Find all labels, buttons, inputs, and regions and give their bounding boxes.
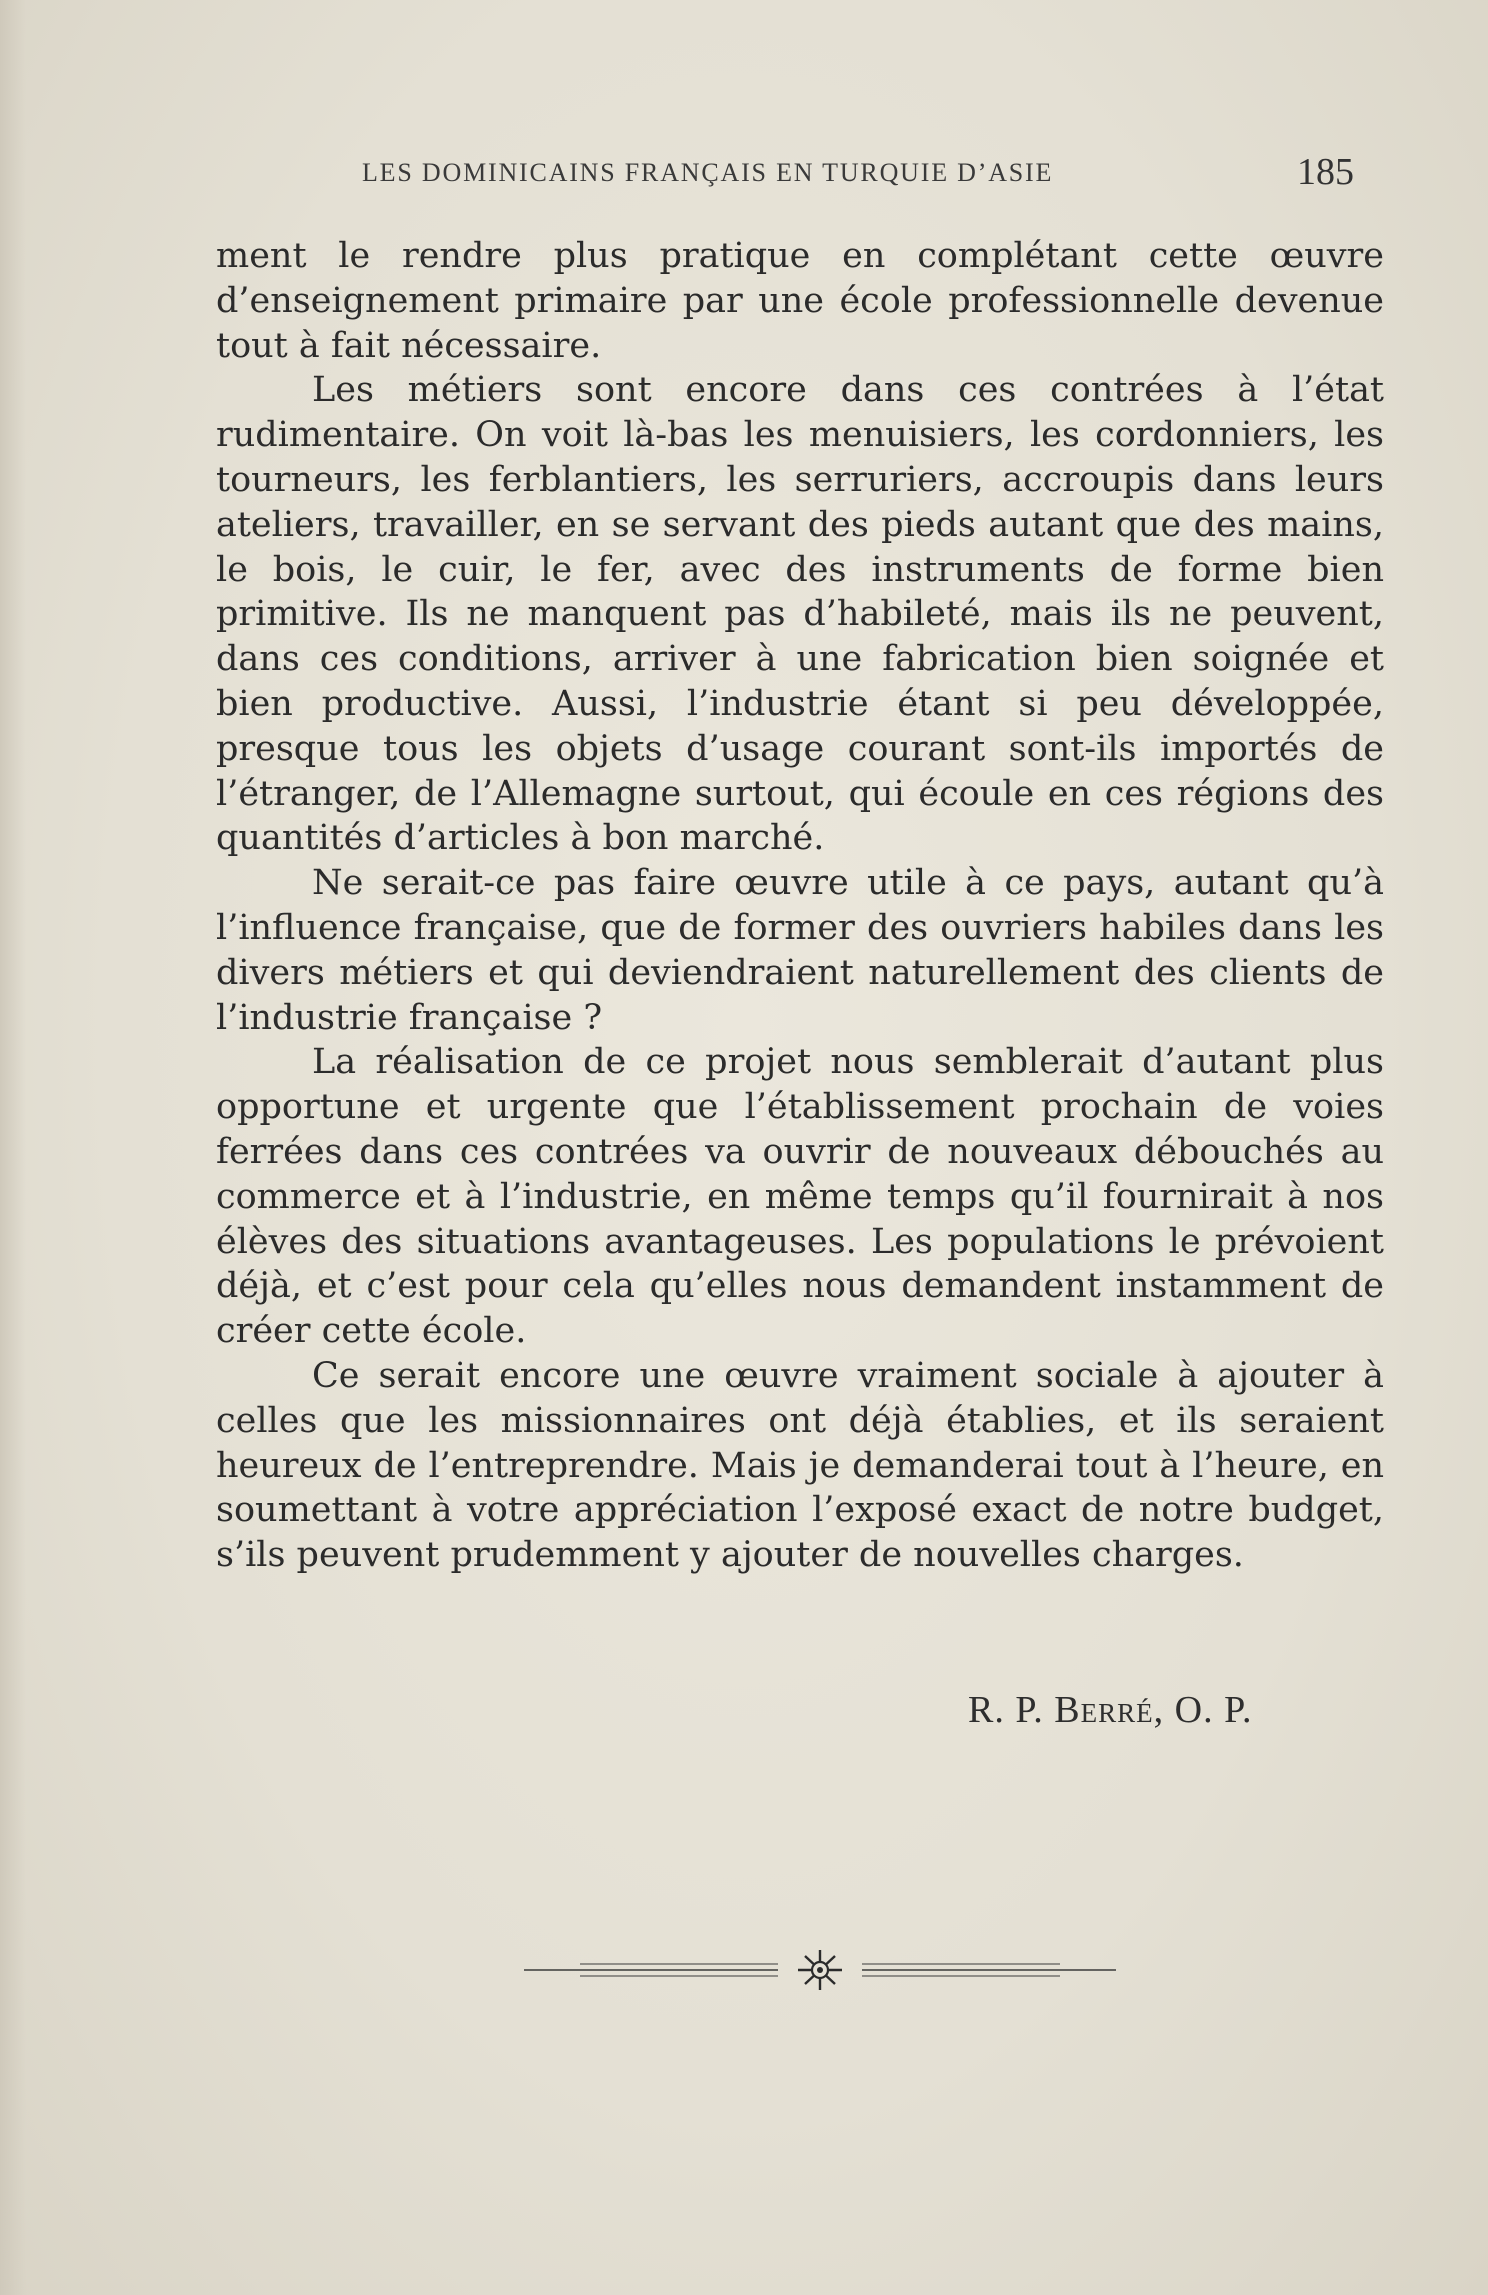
signature-suffix: , O. P. (1153, 1689, 1253, 1731)
paragraph-3: Ne serait-ce pas faire œuvre utile à ce pays, autant qu’à l’influence française, que de former des ouvriers habiles dans les divers métiers et qui deviendraient naturellement des clients de l’industrie française ? (216, 863, 1384, 1038)
paragraph-2: Les métiers sont encore dans ces contrées à l’état rudimentaire. On voit là-bas les menuisiers, les cordonniers, les tourneurs, les ferblantiers, les serruriers, accroupis dans leurs ateliers, travailler, en se servant des pieds autant que des mains, le bois, le cuir, le fer, avec des instruments de forme bien primitive. Ils ne manquent pas d’habileté, mais ils ne peuvent, dans ces conditions, arriver à une fabrication bien soignée et bien productive. Aussi, l’industrie étant si peu développée, presque tous les objets d’usage courant sont-ils importés de l’étranger, de l’Allemagne surtout, qui écoule en ces régions des quantités d’articles à bon marché. (216, 370, 1384, 859)
body-text (216, 234, 1384, 1578)
signature-prefix: R. P. (968, 1689, 1055, 1731)
paragraph-1: ment le rendre plus pratique en complétant cette œuvre d’enseignement primaire par une école professionnelle devenue tout à fait nécessaire. (216, 236, 1384, 366)
asterisk-rosette-icon (520, 1945, 1120, 1995)
paragraph-5: Ce serait encore une œuvre vraiment sociale à ajouter à celles que les missionnaires ont déjà établies, et ils seraient heureux de l’entreprendre. Mais je demanderai tout à l’heure, en soumettant à votre appréciation l’exposé exact de notre budget, s’ils peuvent prudemment y ajouter de nouvelles charges. (216, 1355, 1384, 1576)
running-head (362, 150, 1362, 194)
running-title: LES DOMINICAINS FRANÇAIS EN TURQUIE D’ASIE (362, 158, 1054, 187)
page-number: 185 (1297, 151, 1354, 193)
closing-ornament (520, 1945, 1120, 1995)
signature-name: Berré (1054, 1689, 1154, 1731)
paragraph-4: La réalisation de ce projet nous semblerait d’autant plus opportune et urgente que l’établissement prochain de voies ferrées dans ces contrées va ouvrir de nouveaux débouchés au commerce et à l’industrie, en même temps qu’il fournirait à nos élèves des situations avantageuses. Les populations le prévoient déjà, et c’est pour cela qu’elles nous demandent instamment de créer cette école. (216, 1042, 1384, 1352)
signature (968, 1688, 1253, 1732)
